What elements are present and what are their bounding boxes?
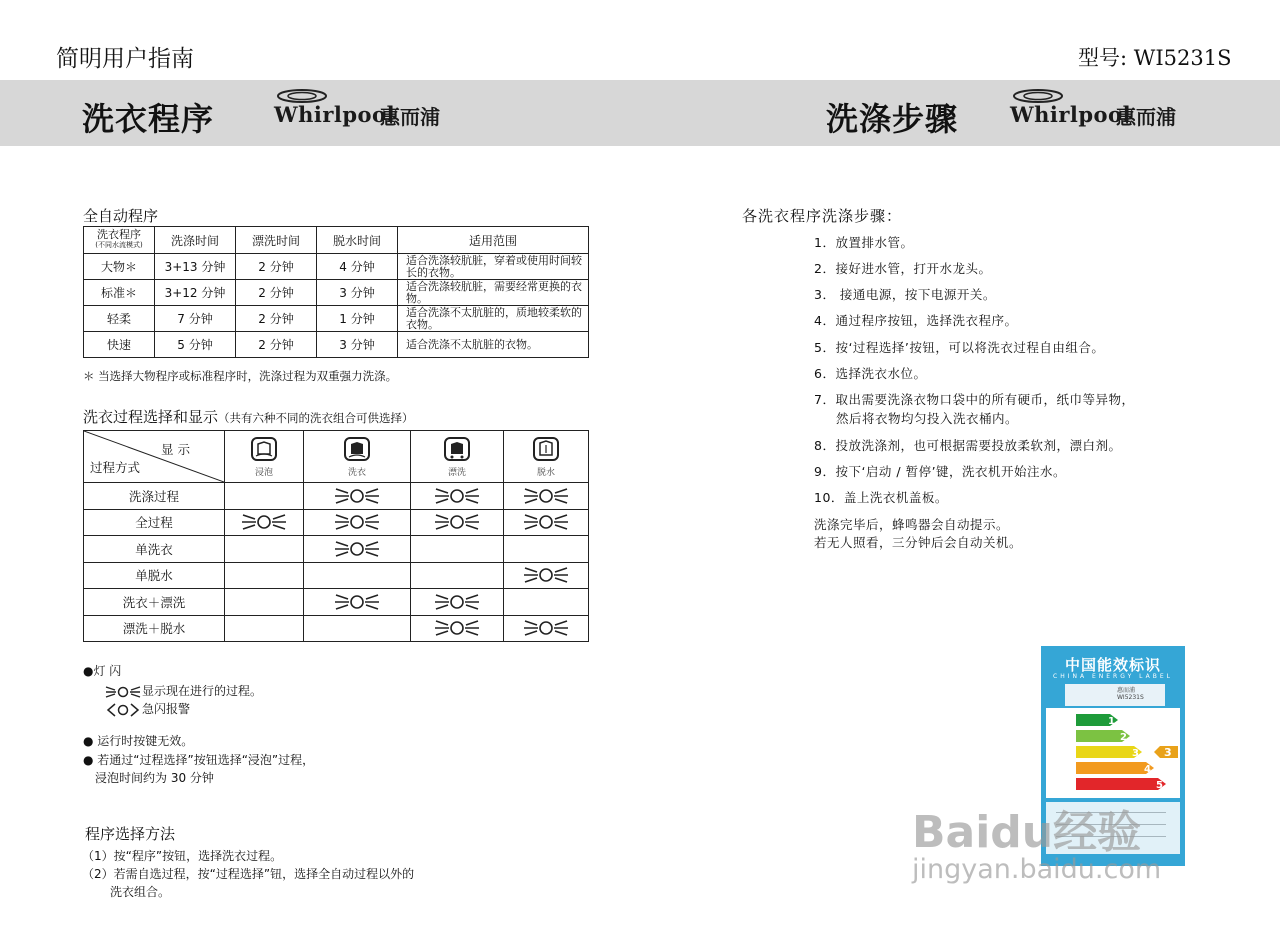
energy-label-subtitle: CHINA ENERGY LABEL [1053, 673, 1173, 680]
section-title-steps: 洗涤步骤 [826, 100, 959, 138]
whirlpool-logo-right [1010, 88, 1200, 134]
logo-chinese: 惠而浦 [380, 105, 440, 129]
process-select-table [83, 430, 589, 642]
step-item: 6．选择洗衣水位。 [814, 366, 927, 381]
baidu-watermark: Baidu经验 [912, 807, 1142, 858]
corner-top-label: 显 示 [161, 442, 190, 457]
scope-text: 适合洗涤不太肮脏的衣物。 [398, 332, 589, 358]
flash-alarm-text: 急闪报警 [142, 702, 191, 716]
process-cell [225, 615, 304, 642]
flash-indicator-icon [432, 511, 482, 533]
energy-grade-bar [1076, 762, 1154, 774]
program-name: 标准＊ [84, 280, 155, 306]
rinse-time: 2 分钟 [236, 332, 317, 358]
energy-grade-label: 5 [1156, 780, 1163, 791]
process-cell [304, 615, 411, 642]
flash-indicator-icon [521, 564, 571, 586]
doc-title: 简明用户指南 [56, 46, 194, 72]
col-rinse: 漂洗时间 [236, 227, 317, 254]
process-cell [411, 615, 504, 642]
energy-label-info [1065, 684, 1165, 706]
process-cell [225, 483, 304, 510]
soak-icon [250, 436, 278, 462]
wash-icon [343, 436, 371, 462]
wash-time: 7 分钟 [155, 306, 236, 332]
process-select-title [83, 406, 414, 427]
energy-grade-label: 2 [1120, 732, 1127, 743]
process-name: 漂洗＋脱水 [84, 615, 225, 642]
process-cell [411, 509, 504, 536]
process-name: 洗衣＋漂洗 [84, 589, 225, 616]
col-program-label: 洗衣程序 [97, 228, 141, 241]
col-spin: 脱水时间 [317, 227, 398, 254]
col-spin [504, 431, 589, 483]
col-scope: 适用范围 [398, 227, 589, 254]
baidu-watermark-url: jingyan.baidu.com [912, 854, 1162, 885]
process-name: 单脱水 [84, 562, 225, 589]
step-item: 4．通过程序按钮，选择洗衣程序。 [814, 313, 1018, 328]
process-cell [504, 536, 589, 563]
process-cell [504, 562, 589, 589]
corner-bottom-label: 过程方式 [90, 460, 141, 475]
method-line-1: （1）按“程序”按钮，选择洗衣过程。 [82, 849, 283, 863]
auto-program-table [83, 226, 589, 358]
flash-indicator-icon [332, 591, 382, 613]
scope-text: 适合洗涤不太肮脏的，质地较柔软的衣物。 [398, 306, 589, 332]
col-wash-label: 洗衣 [347, 467, 366, 478]
process-cell [504, 615, 589, 642]
auto-program-title: 全自动程序 [83, 207, 159, 225]
logo-wordmark: Whirlpool [274, 102, 396, 127]
table-header-row [84, 227, 589, 254]
energy-grade-bar [1076, 778, 1166, 790]
method-line-2: （2）若需自选过程，按“过程选择”钮，选择全自动过程以外的 [82, 867, 415, 881]
model-label: 型号: WI5231S [1078, 46, 1232, 70]
energy-grade-label: 3 [1132, 748, 1139, 759]
energy-grade-label: 4 [1144, 764, 1151, 775]
legend-flash-alarm [104, 700, 190, 718]
flash-indicator-icon [521, 485, 571, 507]
col-spin-label: 脱水 [536, 467, 555, 478]
program-name: 大物＊ [84, 254, 155, 280]
energy-label-maker: 惠而浦 [1117, 687, 1136, 694]
energy-current-grade-label: 3 [1164, 746, 1172, 759]
col-program-sublabel: (不同水流模式) [95, 241, 143, 249]
program-name: 轻柔 [84, 306, 155, 332]
process-header-row [84, 431, 589, 483]
col-rinse-label: 漂洗 [447, 467, 466, 478]
logo-wordmark: Whirlpool [1010, 102, 1132, 127]
flash-indicator-icon [521, 511, 571, 533]
col-soak [225, 431, 304, 483]
program-name: 快速 [84, 332, 155, 358]
step-item: 10．盖上洗衣机盖板。 [814, 490, 948, 505]
col-wash [304, 431, 411, 483]
step-item: 1．放置排水管。 [814, 235, 914, 250]
process-cell [304, 483, 411, 510]
process-name: 洗涤过程 [84, 483, 225, 510]
energy-label-title: 中国能效标识 [1064, 656, 1161, 674]
corner-cell [84, 431, 225, 483]
wash-time: 5 分钟 [155, 332, 236, 358]
col-rinse [411, 431, 504, 483]
energy-label-model: WI5231S [1117, 694, 1144, 701]
spin-time: 1 分钟 [317, 306, 398, 332]
table-row [84, 509, 589, 536]
wash-time: 3+13 分钟 [155, 254, 236, 280]
process-cell [225, 509, 304, 536]
table-row [84, 306, 589, 332]
process-cell [225, 562, 304, 589]
table-row [84, 332, 589, 358]
flash-indicator-icon [332, 485, 382, 507]
whirlpool-logo-left [274, 88, 464, 134]
rinse-time: 2 分钟 [236, 306, 317, 332]
legend-flash-title: ●灯 闪 [83, 664, 122, 678]
flash-normal-icon [104, 684, 142, 700]
step-item: 2．接好进水管，打开水龙头。 [814, 261, 992, 276]
flash-indicator-icon [239, 511, 289, 533]
section-title-programs: 洗衣程序 [82, 100, 215, 138]
table-row [84, 615, 589, 642]
rinse-icon [443, 436, 471, 462]
process-name: 全过程 [84, 509, 225, 536]
process-cell [304, 536, 411, 563]
step-item: 然后将衣物均匀投入洗衣桶内。 [836, 411, 1019, 426]
scope-text: 适合洗涤较肮脏，穿着或使用时间较长的衣物。 [398, 254, 589, 280]
process-cell [411, 536, 504, 563]
flash-indicator-icon [432, 591, 482, 613]
rinse-time: 2 分钟 [236, 254, 317, 280]
step-item: 9．按下‘启动 / 暂停’键，洗衣机开始注水。 [814, 464, 1067, 479]
spin-time: 4 分钟 [317, 254, 398, 280]
process-select-heading: 洗衣过程选择和显示 [83, 408, 219, 426]
step-item: 5．按‘过程选择’按钮，可以将洗衣过程自由组合。 [814, 340, 1105, 355]
table-row [84, 589, 589, 616]
auto-program-footnote: ＊ 当选择大物程序或标准程序时，洗涤过程为双重强力洗涤。 [83, 369, 398, 383]
col-wash: 洗涤时间 [155, 227, 236, 254]
energy-grade-bars [1046, 708, 1180, 798]
table-row [84, 254, 589, 280]
method-line-2b: 洗衣组合。 [110, 885, 171, 899]
step-item: 7．取出需要洗涤衣物口袋中的所有硬币，纸巾等异物， [814, 392, 1135, 407]
steps-title: 各洗衣程序洗涤步骤： [742, 207, 903, 225]
process-cell [411, 562, 504, 589]
flash-indicator-icon [521, 617, 571, 639]
table-row [84, 280, 589, 306]
step-item: 8．投放洗涤剂，也可根据需要投放柔软剂，漂白剂。 [814, 438, 1122, 453]
table-row [84, 483, 589, 510]
process-cell [411, 589, 504, 616]
spin-icon [532, 436, 560, 462]
process-cell [304, 589, 411, 616]
process-cell [504, 589, 589, 616]
process-cell [504, 483, 589, 510]
process-name: 单洗衣 [84, 536, 225, 563]
flash-indicator-icon [432, 485, 482, 507]
process-cell [504, 509, 589, 536]
scope-text: 适合洗涤较肮脏，需要经常更换的衣物。 [398, 280, 589, 306]
process-cell [411, 483, 504, 510]
steps-end-1: 洗涤完毕后，蜂鸣器会自动提示。 [814, 517, 1010, 532]
flash-indicator-icon [432, 617, 482, 639]
energy-grade-panel [1046, 708, 1180, 798]
step-item: 3． 接通电源，按下电源开关。 [814, 287, 996, 302]
flash-indicator-icon [332, 538, 382, 560]
wash-time: 3+12 分钟 [155, 280, 236, 306]
legend-flash-normal [104, 682, 262, 700]
col-soak-label: 浸泡 [254, 467, 273, 478]
flash-normal-text: 显示现在进行的过程。 [142, 684, 263, 698]
process-cell [304, 509, 411, 536]
rinse-time: 2 分钟 [236, 280, 317, 306]
process-cell [225, 536, 304, 563]
process-cell [304, 562, 411, 589]
process-cell [225, 589, 304, 616]
spin-time: 3 分钟 [317, 280, 398, 306]
method-title: 程序选择方法 [85, 825, 176, 843]
table-row [84, 536, 589, 563]
steps-end-2: 若无人照看，三分钟后会自动关机。 [814, 535, 1023, 550]
legend-keys-disabled: ● 运行时按键无效。 [83, 734, 194, 748]
table-row [84, 562, 589, 589]
logo-chinese: 惠而浦 [1116, 105, 1176, 129]
col-program [84, 227, 155, 254]
process-select-subtitle: （共有六种不同的洗衣组合可供选择） [218, 411, 414, 425]
spin-time: 3 分钟 [317, 332, 398, 358]
flash-indicator-icon [332, 511, 382, 533]
legend-soak-time: 浸泡时间约为 30 分钟 [95, 771, 214, 785]
flash-alarm-icon [104, 702, 142, 718]
energy-grade-label: 1 [1108, 716, 1115, 727]
legend-soak-note: ● 若通过“过程选择”按钮选择“浸泡”过程， [83, 753, 315, 767]
